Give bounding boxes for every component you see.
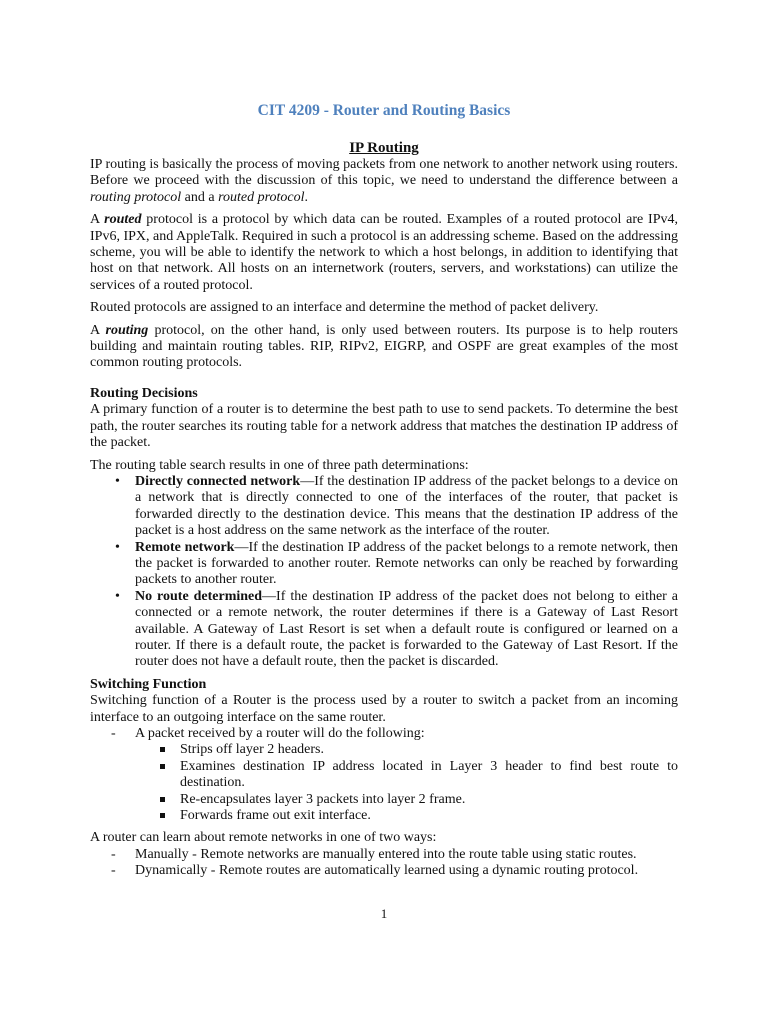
routed-paragraph [90, 212, 678, 294]
list-item: Strips off layer 2 headers. [135, 742, 678, 758]
list-item [135, 726, 678, 824]
list-item: - Dynamically - Remote routes are automatically learned using a dynamic routing protocol. [135, 863, 678, 879]
determination-text: —If the destination IP address of the packet belongs to a remote network, then the packet is forwarded to another router. Remote networks can only be reached by forwarding packets to another router. [135, 539, 679, 588]
routed-text: protocol is a protocol by which data can be routed. Examples of a routed protocol are IPv4, IPv6, IPX, and AppleTalk. Required in such a protocol is an addressing scheme. Based on the addressing scheme, you will be able to identify the network to which a host belongs, in addition to identifying that host on that network. All hosts on an internetwork (routers, servers, and workstations) can utilize the services of a routed protocol. [90, 212, 679, 293]
determination-text: —If the destination IP address of the packet belongs to a device on a network that is directly connected to one of the interfaces of the router, that packet is forwarded directly to the destination device. This means that the destination IP address of the packet is a host address on the same network as the interface of the router. [135, 473, 678, 539]
received-intro: A packet received by a router will do the following: [135, 726, 425, 741]
list-item: Re-encapsulates layer 3 packets into layer 2 frame. [135, 792, 678, 808]
routing-decisions-heading: Routing Decisions [90, 385, 198, 401]
routed-a: A [90, 212, 105, 228]
routing-term: routing [105, 322, 149, 338]
intro-routed-protocol: routed protocol [218, 189, 305, 205]
routed-term: routed [104, 212, 142, 228]
section-heading-ip-routing: IP Routing [349, 140, 419, 156]
intro-and: and a [181, 189, 219, 205]
determination-term: Remote network [135, 539, 235, 555]
intro-paragraph [90, 157, 678, 206]
path-determinations-list [90, 474, 678, 671]
learn-intro-paragraph: A router can learn about remote networks in one of two ways: [90, 830, 437, 846]
routing-decisions-paragraph: A primary function of a router is to determine the best path to use to send packets. To determine the best path, the router searches its routing table for a network address that matches the destination IP address of the packet. [90, 402, 678, 451]
list-item [135, 540, 678, 589]
determination-text: —If the destination IP address of the packet does not belong to either a connected or a remote network, the router determines if there is a Gateway of Last Resort available. A Gateway of Last Resort is set when a default route is configured or learned on a router. If there is a default route, the packet is forwarded to the Gateway of Last Resort. If the router does not have a default route, then the packet is discarded. [135, 588, 678, 670]
routing-text: protocol, on the other hand, is only used between routers. Its purpose is to help routers building and maintain routing tables. RIP, RIPv2, EIGRP, and OSPF are great examples of the most common routing protocols. [90, 322, 678, 371]
received-steps-list [135, 742, 678, 824]
learn-ways-list [90, 847, 678, 880]
determination-term: Directly connected network [135, 473, 301, 489]
list-item [135, 589, 678, 671]
document-title: CIT 4209 - Router and Routing Basics [257, 102, 511, 119]
received-list [90, 726, 678, 824]
determination-term: No route determined [135, 588, 263, 604]
switching-function-heading: Switching Function [90, 676, 207, 692]
list-item [135, 474, 678, 540]
switching-function-paragraph: Switching function of a Router is the process used by a router to switch a packet from an incoming interface to an outgoing interface on the same router. [90, 693, 678, 725]
intro-end: . [304, 189, 309, 205]
routing-paragraph [90, 323, 678, 372]
intro-text: IP routing is basically the process of moving packets from one network to another network using routers. Before we proceed with the discussion of this topic, we need to understand the difference between a [90, 157, 678, 189]
list-item: - Manually - Remote networks are manually entered into the route table using static routes. [135, 847, 678, 863]
intro-routing-protocol: routing protocol [90, 189, 182, 205]
page-number: 1 [380, 906, 388, 921]
routing-a: A [90, 322, 106, 338]
list-item: Forwards frame out exit interface. [135, 808, 678, 824]
routed-assigned-paragraph: Routed protocols are assigned to an interface and determine the method of packet delivery. [90, 300, 599, 316]
list-item: Examines destination IP address located in Layer 3 header to find best route to destination. [135, 759, 678, 792]
search-results-paragraph: The routing table search results in one of three path determinations: [90, 457, 469, 473]
